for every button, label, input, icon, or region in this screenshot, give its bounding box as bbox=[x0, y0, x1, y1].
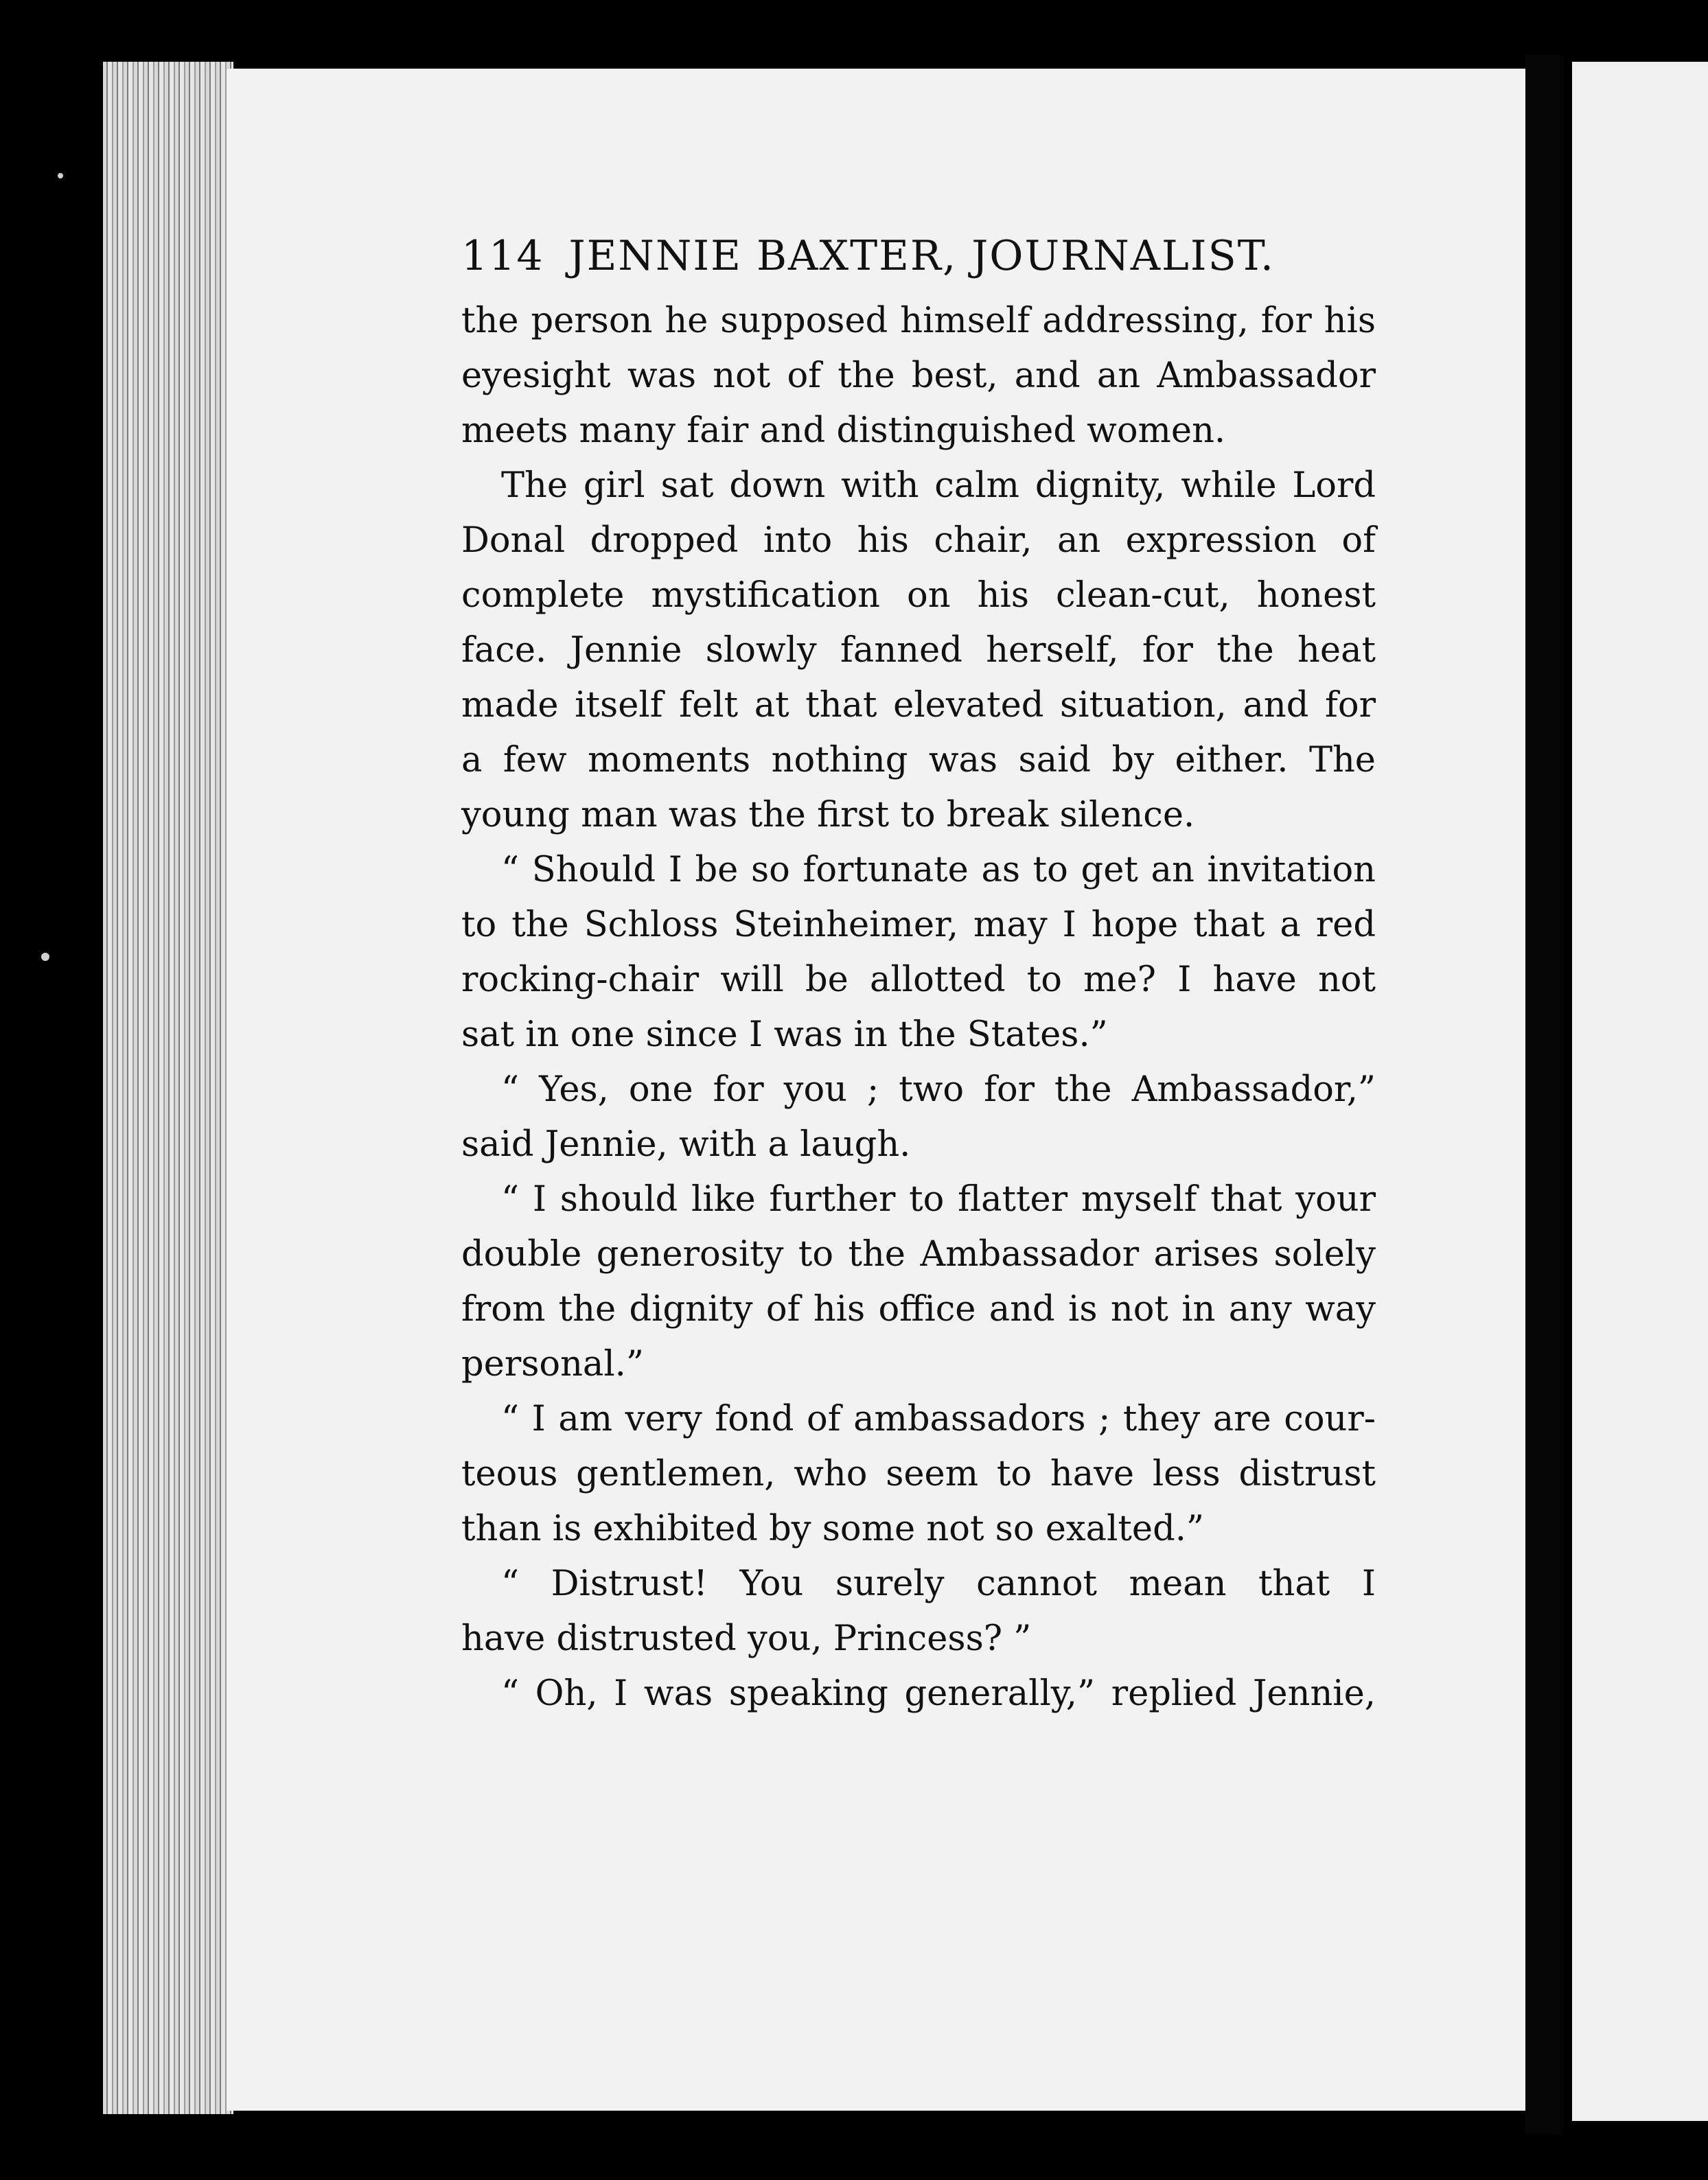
text-line: young man was the first to break silence. bbox=[461, 795, 1195, 835]
scan-speck bbox=[41, 953, 49, 961]
text-line: double generosity to the Ambassador arises solely bbox=[461, 1234, 1376, 1275]
text-line: face. Jennie slowly fanned herself, for the heat bbox=[461, 630, 1376, 671]
text-line: than is exhibited by some not so exalted.” bbox=[461, 1509, 1205, 1549]
text-line: “ Yes, one for you ; two for the Ambassador,” bbox=[501, 1069, 1376, 1110]
page-text bbox=[461, 218, 1376, 1721]
text-line: complete mystification on his clean-cut, honest bbox=[461, 575, 1376, 616]
text-line: “ Distrust! You surely cannot mean that I bbox=[501, 1564, 1376, 1604]
text-line: rocking-chair will be allotted to me? I have not bbox=[461, 960, 1376, 1000]
facing-page-edge bbox=[1572, 62, 1708, 2121]
text-line: eyesight was not of the best, and an Ambassador bbox=[461, 356, 1376, 396]
scan-speck bbox=[58, 173, 63, 178]
text-line: “ Oh, I was speaking generally,” replied Jennie, bbox=[501, 1673, 1376, 1714]
book-gutter bbox=[1525, 55, 1563, 2135]
page-edges bbox=[103, 62, 233, 2114]
text-line: to the Schloss Steinheimer, may I hope that a red bbox=[461, 905, 1376, 945]
text-line: from the dignity of his office and is not in any way bbox=[461, 1289, 1376, 1330]
running-head bbox=[461, 218, 1376, 294]
text-line: sat in one since I was in the States.” bbox=[461, 1014, 1108, 1055]
running-head-title: JENNIE BAXTER, JOURNALIST. bbox=[568, 232, 1275, 280]
text-line: “ I am very fond of ambassadors ; they are cour- bbox=[501, 1399, 1376, 1439]
text-line: the person he supposed himself addressing, for his bbox=[461, 301, 1376, 341]
text-line: meets many fair and distinguished women. bbox=[461, 410, 1226, 451]
text-line: The girl sat down with calm dignity, while Lord bbox=[501, 465, 1376, 506]
text-line: personal.” bbox=[461, 1344, 644, 1384]
text-line: Donal dropped into his chair, an expression of bbox=[461, 520, 1376, 561]
text-line: “ Should I be so fortunate as to get an invitation bbox=[501, 850, 1376, 890]
text-line: said Jennie, with a laugh. bbox=[461, 1124, 911, 1165]
text-line: teous gentlemen, who seem to have less distrust bbox=[461, 1454, 1376, 1494]
page-number: 114 bbox=[461, 232, 544, 280]
text-line: made itself felt at that elevated situation, and for bbox=[461, 685, 1376, 726]
text-line: “ I should like further to flatter myself that your bbox=[501, 1179, 1376, 1220]
text-line: have distrusted you, Princess? ” bbox=[461, 1619, 1032, 1659]
text-line: a few moments nothing was said by either. The bbox=[461, 740, 1376, 780]
